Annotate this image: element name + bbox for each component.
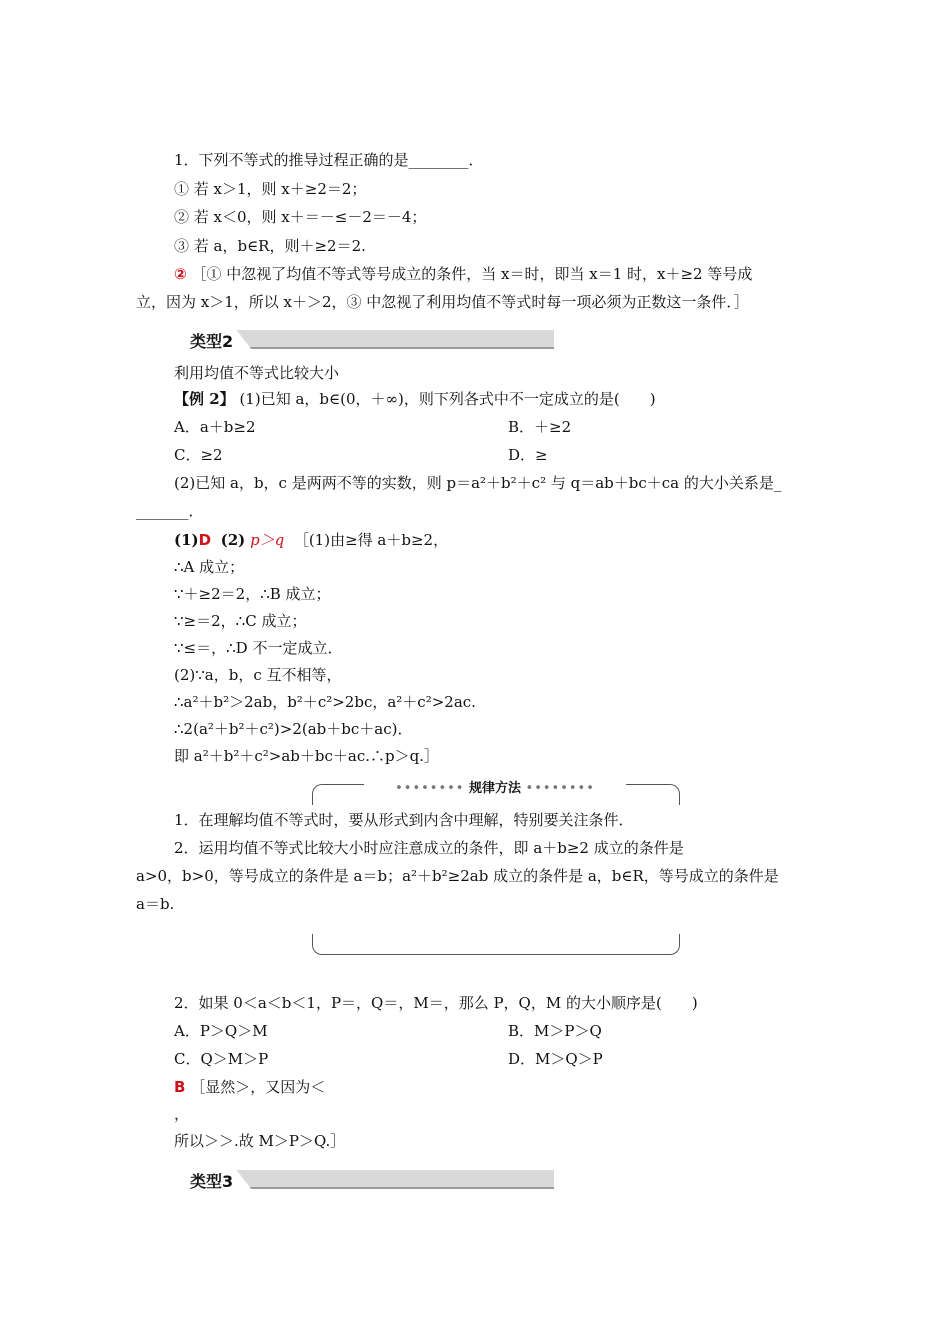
ex2-answer2: p＞q <box>250 531 285 549</box>
ex2-solution-3: ∵＋≥2＝2，∴B 成立； <box>174 585 331 603</box>
method-label <box>364 778 626 800</box>
ex2-solution-8: ∴2(a²＋b²＋c²)>2(ab＋bc＋ac)． <box>174 720 413 738</box>
q1-option-2: ② 若 x＜0，则 x＋＝－≤－2＝－4； <box>174 208 427 226</box>
q2-option-d: D．M＞Q＞P <box>508 1050 603 1068</box>
ex2-answer1-num: (1) <box>174 531 199 549</box>
q1-stem: 1．下列不等式的推导过程正确的是________． <box>174 151 484 169</box>
ex2-answer2-num: (2) <box>220 531 246 549</box>
type2-label: 类型2 <box>190 332 234 351</box>
ex2-solution-9: 即 a²＋b²＋c²>ab＋bc＋ac.∴p＞q.］ <box>174 747 439 765</box>
q2-stem: 2．如果 0＜a＜b＜1，P＝，Q＝，M＝，那么 P，Q，M 的大小顺序是( ) <box>174 994 698 1012</box>
q2-explanation-line2: ， <box>174 1105 190 1123</box>
method-title: 规律方法 <box>468 781 521 796</box>
ex2-stem1 <box>174 389 656 409</box>
q1-answer: ② <box>174 265 187 283</box>
ex2-answer1: D <box>198 531 212 549</box>
q2-explanation-text: ［显然＞，又因为＜ <box>190 1078 326 1096</box>
method-point-2c: a＝b. <box>136 895 175 913</box>
q2-option-c: C．Q＞M＞P <box>174 1050 269 1068</box>
ex2-solution-1: ［(1)由≥得 a＋b≥2， <box>293 531 449 549</box>
q1-explanation-text: ［① 中忽视了均值不等式等号成立的条件，当 x＝时，即当 x＝1 时，x＋≥2 等号成 <box>191 265 753 283</box>
ex2-stem1-text: (1)已知 a，b∈(0，＋∞)，则下列各式中不一定成立的是( ) <box>239 390 656 408</box>
method-dots-right: •••••••• <box>525 781 595 796</box>
q2-option-a: A．P＞Q＞M <box>174 1022 268 1040</box>
ex2-solution-6: (2)∵a，b，c 互不相等， <box>174 666 342 684</box>
ex2-solution-4: ∵≥＝2，∴C 成立； <box>174 612 307 630</box>
ex2-answer-line <box>174 530 448 550</box>
q2-explanation-line1 <box>174 1077 325 1097</box>
ex2-solution-2: ∴A 成立； <box>174 558 245 576</box>
method-point-2a: 2．运用均值不等式比较大小时应注意成立的条件，即 a＋b≥2 成立的条件是 <box>174 839 684 857</box>
type2-header <box>174 328 554 350</box>
q2-explanation-line3: 所以＞＞.故 M＞P＞Q.］ <box>174 1132 346 1150</box>
ex2-option-a: A．a＋b≥2 <box>174 418 256 436</box>
method-point-1: 1．在理解均值不等式时，要从形式到内含中理解，特别要关注条件． <box>174 811 634 829</box>
q1-option-1: ① 若 x＞1，则 x＋≥2＝2； <box>174 180 367 198</box>
q2-answer: B <box>174 1078 186 1096</box>
ex2-stem2: (2)已知 a，b，c 是两两不等的实数，则 p＝a²＋b²＋c² 与 q＝ab＋bc＋ca 的大小关系是_ <box>174 474 782 492</box>
ex2-solution-5: ∵≤＝，∴D 不一定成立． <box>174 639 343 657</box>
ex2-option-c: C．≥2 <box>174 446 223 464</box>
type3-label: 类型3 <box>190 1172 234 1191</box>
method-dots-left: •••••••• <box>395 781 465 796</box>
q1-explanation-line1 <box>174 264 752 284</box>
ex2-option-d: D．≥ <box>508 446 548 464</box>
method-point-2b: a>0，b>0，等号成立的条件是 a＝b；a²＋b²≥2ab 成立的条件是 a，b∈R，等号成立的条件是 <box>136 867 779 885</box>
ex2-option-b: B．＋≥2 <box>508 418 572 436</box>
ex2-tag: 【例 2】 <box>174 390 235 408</box>
type3-header <box>174 1168 554 1190</box>
method-frame-bottom <box>312 934 680 955</box>
q1-option-3: ③ 若 a，b∈R，则＋≥2＝2. <box>174 237 366 255</box>
q1-explanation-line2: 立，因为 x＞1，所以 x＋＞2，③ 中忽视了利用均值不等式时每一项必须为正数这一条件．］ <box>136 293 749 311</box>
ex2-stem2-blank: _______． <box>136 502 204 520</box>
q2-option-b: B．M＞P＞Q <box>508 1022 602 1040</box>
ex2-solution-7: ∴a²＋b²＞2ab，b²＋c²>2bc，a²＋c²>2ac. <box>174 693 476 711</box>
type2-title: 利用均值不等式比较大小 <box>174 364 340 382</box>
